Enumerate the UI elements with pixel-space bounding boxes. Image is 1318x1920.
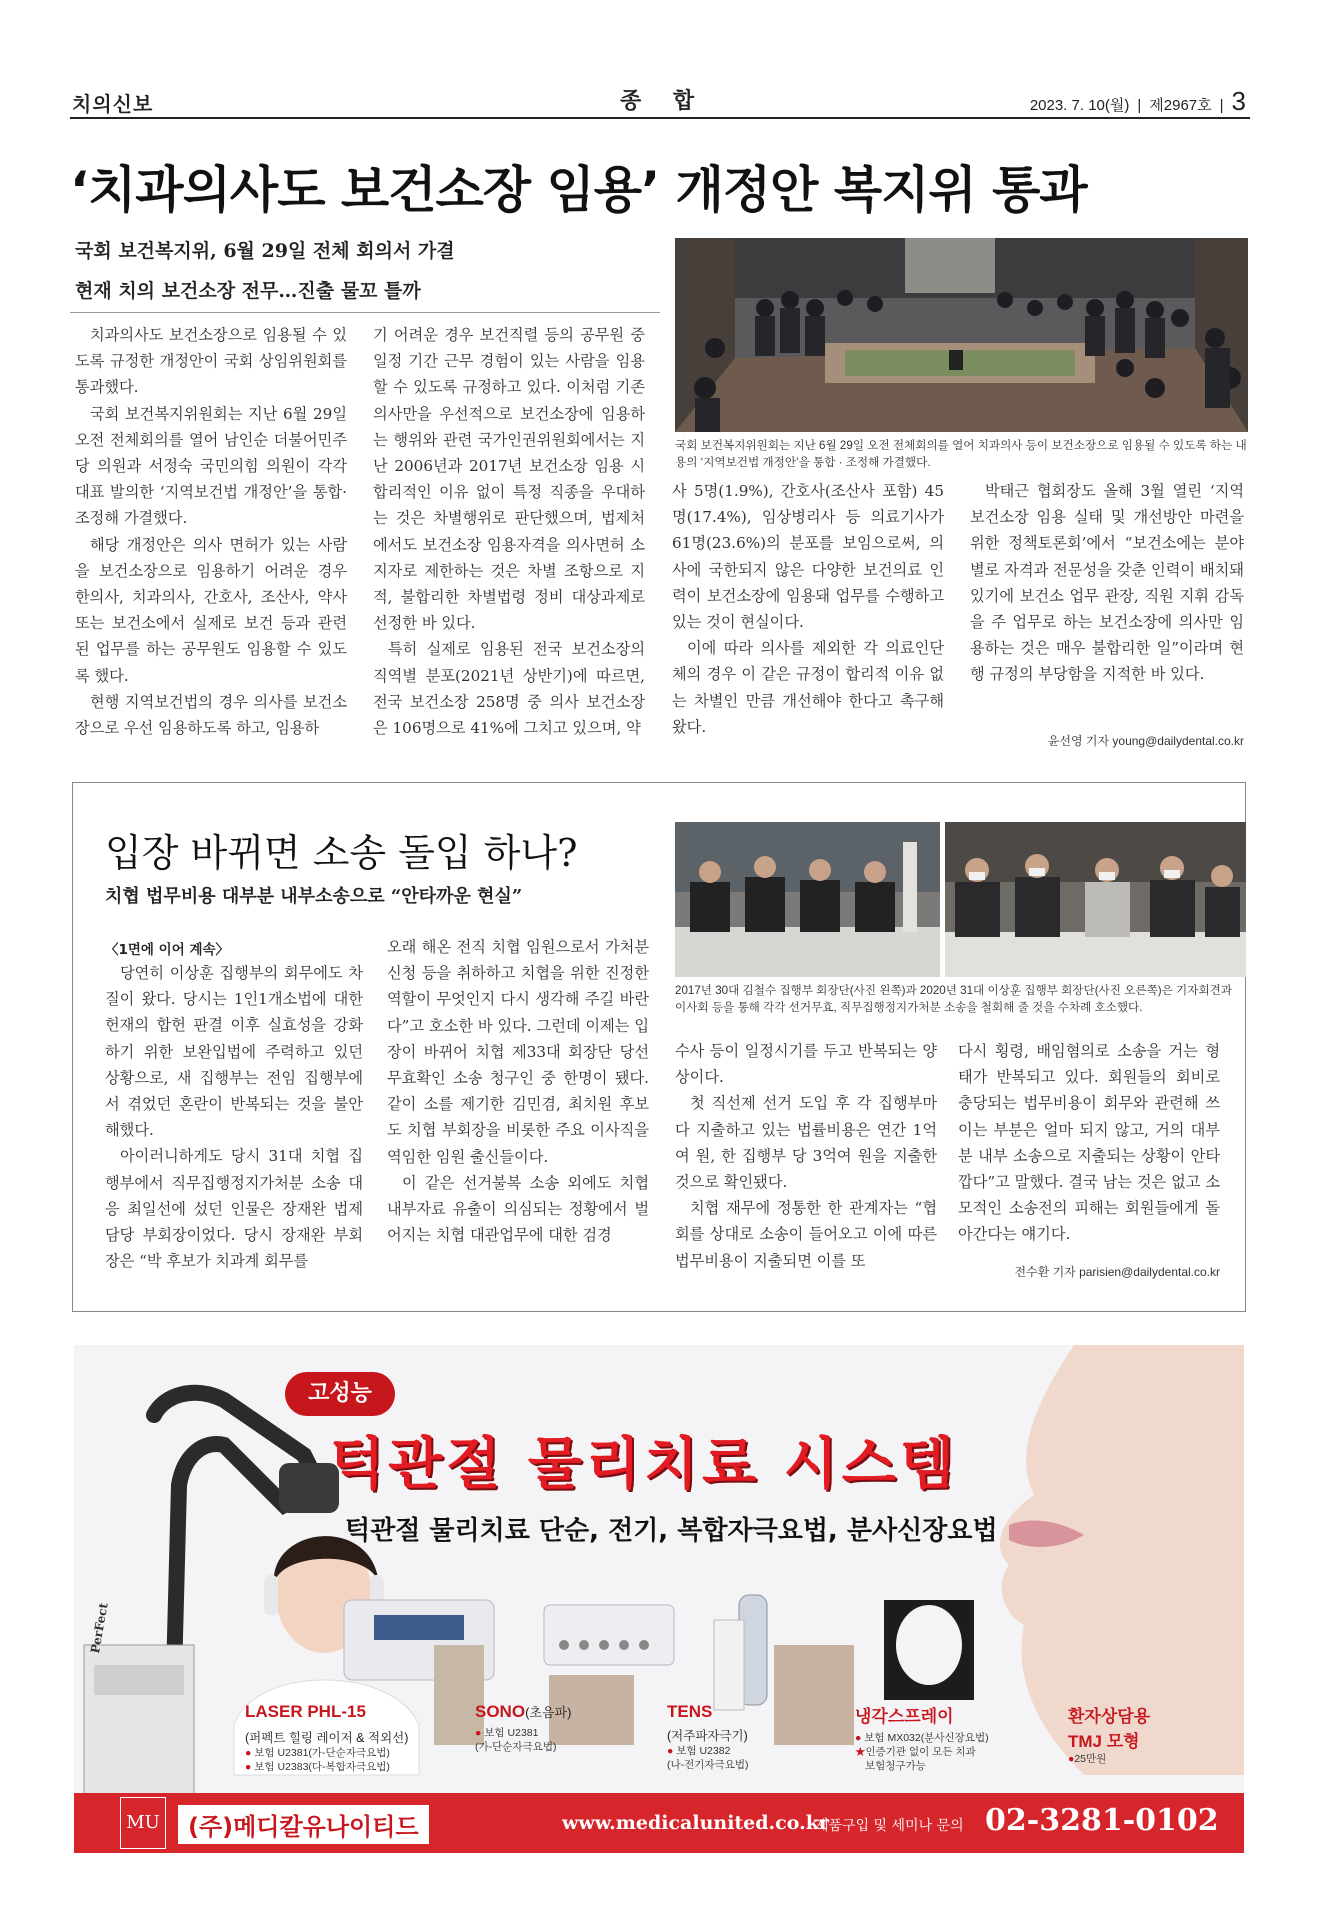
product-note: ● 보험 MX032(분사신장요법) bbox=[855, 1732, 989, 1744]
article1-column-1 bbox=[75, 322, 347, 741]
paragraph: 치과의사도 보건소장으로 임용될 수 있도록 규정한 개정안이 국회 상임위원회를 통과했다. bbox=[75, 326, 347, 397]
product-laser bbox=[245, 1702, 445, 1774]
product-name-line2: TMJ 모형 bbox=[1068, 1732, 1140, 1751]
page-number: 3 bbox=[1231, 86, 1246, 116]
article2-column-2 bbox=[387, 934, 649, 1248]
paragraph: 이에 따라 의사를 제외한 각 의료인단체의 경우 이 같은 규정이 합리적 이유 없는 차별인 만큼 개선해야 한다고 촉구해 왔다. bbox=[672, 639, 944, 736]
article2-photo-caption: 2017년 30대 김철수 집행부 회장단(사진 왼쪽)과 2020년 31대 이상훈 집행부 회장단(사진 오른쪽)은 기자회견과 이사회 등을 통해 각각 선거무효, 직무집행정지가처분 소송을 철회해 줄 것을 수차례 호소했다. bbox=[675, 984, 1233, 1014]
product-note: ●25만원 bbox=[1068, 1753, 1107, 1765]
ad-subtitle: 턱관절 물리치료 단순, 전기, 복합자극요법, 분사신장요법 bbox=[345, 1516, 998, 1546]
article1-subhead-2: 현재 치의 보건소장 전무…진출 물꼬 틀까 bbox=[75, 280, 421, 302]
paragraph: 사 5명(1.9%), 간호사(조산사 포함) 45명(17.4%), 임상병리사 등 의료기사가 61명(23.6%)의 분포를 보임으로써, 의사에 국한되지 않은 다양한 보건의료 인력이 보건소장에 임용돼 업무를 수행하고 있는 것이 현실이다. bbox=[672, 482, 944, 632]
article1-byline: 윤선영 기자 young@dailydental.co.kr bbox=[1047, 734, 1244, 748]
product-name: LASER PHL-15 bbox=[245, 1702, 366, 1721]
paragraph: 국회 보건복지위원회는 지난 6월 29일 오전 전체회의를 열어 남인순 더불어민주당 의원과 서정숙 국민의힘 의원이 각각 대표 발의한 ‘지역보건법 개정안’을 통합·조정해 가결했다. bbox=[75, 404, 347, 528]
product-note: ● 보험 U2383(다-복합자극요법) bbox=[245, 1761, 390, 1773]
product-spray bbox=[855, 1702, 1005, 1773]
article1-column-3 bbox=[672, 478, 944, 740]
paragraph: 박태근 협회장도 올해 3월 열린 ‘지역 보건소장 임용 실태 및 개선방안 마련을 위한 정책토론회’에서 “보건소에는 분야별로 자격과 전문성을 갖춘 인력이 배치돼 있기에 보건소 업무 관장, 직원 지휘 감독을 주 업무로 하는 보건소장에 의사만 임용하는 것은 매우 불합리한 일”이라며 현행 규정의 부당함을 지적한 바 있다. bbox=[970, 482, 1244, 684]
company-logo: MU bbox=[120, 1797, 166, 1849]
issue-number: 제2967호 bbox=[1149, 97, 1212, 114]
product-subtitle: (저주파자극기) bbox=[667, 1729, 748, 1743]
article2-photo-right bbox=[945, 822, 1246, 977]
article1-photo bbox=[675, 238, 1248, 432]
paragraph: 특히 실제로 임용된 전국 보건소장의 직역별 분포(2021년 상반기)에 따르면, 전국 보건소장 258명 중 의사 보건소장은 106명으로 41%에 그치고 있으며, 약 bbox=[373, 640, 645, 738]
product-note: ● 보험 U2382 bbox=[667, 1745, 731, 1757]
contact-label: 제품구입 및 세미나 문의 bbox=[815, 1818, 964, 1834]
article2-headline: 입장 바뀌면 소송 돌입 하나? bbox=[105, 831, 578, 875]
company-name: (주)메디칼유나이티드 bbox=[178, 1805, 429, 1844]
issue-info bbox=[1030, 86, 1246, 117]
product-note: (나-전기자극요법) bbox=[667, 1759, 749, 1771]
masthead-rule bbox=[70, 117, 1250, 119]
separator: | bbox=[1219, 97, 1224, 114]
paragraph: 당연히 이상훈 집행부의 회무에도 차질이 왔다. 당시는 1인1개소법에 대한 헌재의 합헌 판결 이후 실효성을 강화하기 위한 보완입법에 주력하고 있던 상황으로, 새 집행부는 전임 집행부에서 겪었던 혼란이 반복되는 것을 불안해했다. bbox=[105, 964, 363, 1140]
product-tens bbox=[667, 1702, 807, 1772]
article2-photo-left bbox=[675, 822, 940, 977]
product-note: ● 보험 U2381 bbox=[475, 1727, 539, 1739]
article1-column-2 bbox=[373, 322, 645, 741]
product-name: SONO(초음파) bbox=[475, 1702, 572, 1721]
issue-date: 2023. 7. 10(월) bbox=[1029, 97, 1130, 114]
article1-column-4 bbox=[970, 478, 1244, 688]
product-tmj bbox=[1068, 1702, 1198, 1766]
article1-headline: ‘치과의사도 보건소장 임용’ 개정안 복지위 통과 bbox=[70, 161, 1087, 219]
product-note: ★인증기관 없이 모든 치과 bbox=[855, 1746, 976, 1758]
ad-badge: 고성능 bbox=[285, 1372, 395, 1416]
product-name: TENS bbox=[667, 1702, 713, 1721]
paragraph: 오래 해온 전직 치협 임원으로서 가처분신청 등을 취하하고 치협을 위한 진정한 역할이 무엇인지 다시 생각해 주길 바란다”고 호소한 바 있다. 그런데 이제는 입장이 바뀌어 치협 제33대 회장단 당선무효확인 소송 청구인 중 한명이 됐다. 같이 소를 제기한 김민겸, 최치원 후보도 치협 부회장을 비롯한 주요 이사직을 역임한 임원 출신들이다. bbox=[387, 938, 649, 1166]
paragraph: 기 어려운 경우 보건직렬 등의 공무원 중 일정 기간 근무 경험이 있는 사람을 임용할 수 있도록 규정하고 있다. 이처럼 기존 의사만을 우선적으로 보건소장에 임용하는 행위와 관련 국가인권위원회에서는 지난 2006년과 2017년 보건소장 임용 시 합리적인 이유 없이 특정 직종을 우대하는 것은 차별행위로 판단했으며, 법제처에서도 보건소장 임용자격을 의사면허 소지자로 제한하는 것은 차별 조항으로 지적, 불합리한 차별법령 정비 대상과제로 선정한 바 있다. bbox=[373, 326, 645, 633]
company-url[interactable]: www.medicalunited.co.kr bbox=[562, 1812, 829, 1834]
product-name: 환자상담용 bbox=[1068, 1707, 1151, 1726]
product-note: ● 보험 U2381(가-단순자극요법) bbox=[245, 1747, 390, 1759]
publication-name: 치의신보 bbox=[72, 92, 154, 116]
paragraph: 수사 등이 일정시기를 두고 반복되는 양상이다. bbox=[675, 1042, 937, 1087]
press-conference-image bbox=[675, 822, 940, 977]
paragraph: 현행 지역보건법의 경우 의사를 보건소장으로 우선 임용하도록 하고, 임용하 bbox=[75, 692, 347, 738]
paragraph: 아이러니하게도 당시 31대 치협 집행부에서 직무집행정지가처분 소송 대응 최일선에 섰던 인물은 장재완 법제담당 부회장이었다. 당시 장재완 부회장은 “박 후보가 치과계 회무를 bbox=[105, 1147, 363, 1271]
article2-column-3 bbox=[675, 1038, 937, 1274]
product-name: 냉각스프레이 bbox=[855, 1707, 954, 1726]
paragraph: 첫 직선제 선거 도입 후 각 집행부마다 지출하고 있는 법률비용은 연간 1억여 원, 한 집행부 당 3억여 원을 지출한 것으로 확인됐다. bbox=[675, 1094, 937, 1192]
paragraph: 해당 개정안은 의사 면허가 있는 사람을 보건소장으로 임용하기 어려운 경우 한의사, 치과의사, 간호사, 조산사, 약사 또는 보건소에서 실제로 보건 등과 관련된 업무를 하는 공무원도 임용할 수 있도록 했다. bbox=[75, 535, 347, 685]
product-note: (가-단순자극요법) bbox=[475, 1741, 557, 1753]
paragraph: 치협 재무에 정통한 한 관계자는 “협회를 상대로 소송이 들어오고 이에 따른 법무비용이 지출되면 이를 또 bbox=[675, 1199, 937, 1270]
board-meeting-image bbox=[945, 822, 1246, 977]
article1-photo-caption: 국회 보건복지위원회는 지난 6월 29일 오전 전체회의를 열어 치과의사 등이 보건소장으로 임용될 수 있도록 하는 내용의 ‘지역보건법 개정안’을 통합 · 조정해 가결했다. bbox=[675, 439, 1247, 469]
paragraph: 다시 횡령, 배임혐의로 소송을 거는 형태가 반복되고 있다. 회원들의 회비로 충당되는 법무비용이 회무와 관련해 쓰이는 부분은 얼마 되지 않고, 거의 대부분 내부 소송으로 지출되는 상황이 안타깝다”고 말했다. 결국 남는 것은 없고 소모적인 소송전의 피해는 회원들에게 돌아간다는 얘기다. bbox=[958, 1042, 1220, 1244]
product-sono bbox=[475, 1702, 615, 1754]
article2-byline: 전수환 기자 parisien@dailydental.co.kr bbox=[1014, 1265, 1220, 1279]
continued-note: 〈1면에 이어 계속〉 bbox=[105, 942, 230, 958]
article2-column-1 bbox=[105, 960, 363, 1274]
ad-title: 턱관절 물리치료 시스템 bbox=[330, 1432, 958, 1497]
device-label: PerFect bbox=[88, 1601, 111, 1655]
product-note: 보험청구가능 bbox=[865, 1760, 926, 1772]
product-subtitle: (퍼펙트 힐링 레이저 & 적외선) bbox=[245, 1731, 409, 1745]
separator: | bbox=[1137, 97, 1142, 114]
phone-number[interactable]: 02-3281-0102 bbox=[985, 1803, 1219, 1838]
section-name: 종 합 bbox=[620, 88, 707, 114]
article1-subhead-1: 국회 보건복지위, 6월 29일 전체 회의서 가결 bbox=[75, 240, 455, 262]
article2-column-4 bbox=[958, 1038, 1220, 1248]
article2-subhead: 치협 법무비용 대부분 내부소송으로 “안타까운 현실” bbox=[105, 886, 523, 907]
meeting-room-image bbox=[675, 238, 1248, 432]
paragraph: 이 같은 선거불복 소송 외에도 치협 내부자료 유출이 의심되는 정황에서 벌어지는 치협 대관업무에 대한 검경 bbox=[387, 1173, 649, 1245]
subhead-rule bbox=[70, 312, 660, 313]
